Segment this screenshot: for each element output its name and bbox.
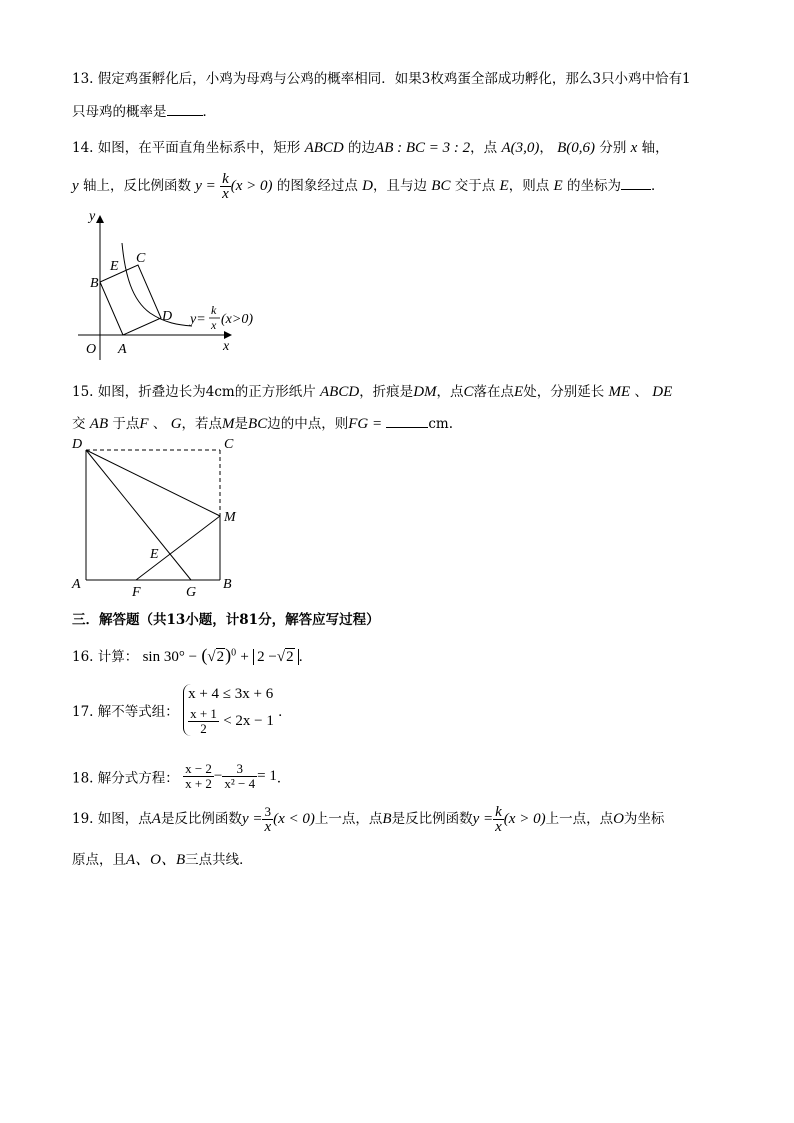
q19-line2 [72,848,253,869]
text: 15. 如图，折叠边长为4cm的正方形纸片 [72,384,316,400]
curve-label-cond: (x>0) [221,312,253,327]
inequality-system [183,684,274,736]
fraction: $\frac{k}{x}$ [222,171,229,202]
paren: ( [201,645,208,665]
fraction: $\frac{k}{x}$ [495,804,502,835]
text: 14. 如图，在平面直角坐标系中，矩形 [72,140,301,156]
q18-line [72,762,290,791]
label-B: B [223,577,232,592]
text: 处，分别延长 [523,384,605,400]
text: 18. 解分式方程： [72,770,179,787]
label-O: O [86,342,97,357]
text: 的坐标为 [566,178,621,194]
q13-text: 只母鸡的概率是 [72,104,167,120]
math: A [151,811,161,827]
math: y = [472,811,494,827]
text: ，则点 [508,178,550,194]
text: 上一点，点 [314,811,383,827]
label-M: M [224,510,236,525]
text: 是反比例函数 [391,811,473,827]
exponent: 0 [231,647,237,659]
line-MF [136,516,220,580]
math: BC [431,178,451,194]
text: 19. 如图，点 [72,811,152,827]
math: + [240,649,249,665]
label-y: y [89,209,96,224]
math: M [222,416,235,432]
q13-end: ． [202,104,216,120]
math: (x > 0) [503,811,546,827]
line-DG [86,450,191,580]
text: ． [276,770,291,787]
text: 轴上，反比例函数 [82,178,191,194]
math: B(0,6) [557,140,596,156]
math: AB [89,416,109,432]
math: y [72,178,79,194]
text: ，点 [436,384,464,400]
label-A: A [118,342,127,357]
q15-figure [62,436,252,601]
text: ． [650,178,665,194]
math: AB : BC = 3 : 2 [375,140,471,156]
math: F [139,416,149,432]
math: (x < 0) [273,811,315,827]
fraction-2: $\frac{3}{\text{x² − 4}}$ [224,761,256,791]
paren: ) [225,645,232,665]
text: cm. [428,416,454,432]
text: 于点 [112,416,140,432]
math: − [213,768,223,784]
section-heading: 三．解答题（共13小题，计81分，解答应写过程） [72,612,380,628]
text: 三点共线． [185,852,253,868]
curve-label-y: y= [190,312,206,327]
math: DE [652,384,673,400]
text: 是 [234,416,249,432]
math: y = [195,178,216,194]
hyperbola-curve [122,243,192,326]
sqrt: √2 [207,649,225,665]
q15-line2 [72,412,453,433]
text: 是反比例函数 [160,811,242,827]
text: 17. 解不等式组： [72,704,179,720]
math: DM [413,384,437,400]
label-x: x [223,339,230,354]
label-G: G [186,585,197,600]
text: 原点，且 [72,852,126,868]
label-E: E [150,547,159,562]
inequality-1: x + 4 ≤ 3x + 6 [188,686,274,702]
text: ． [278,704,292,720]
math: O [613,811,624,827]
text: 上一点，点 [545,811,614,827]
fold-DM [86,450,220,516]
math: E [553,178,563,194]
fraction-1: $\frac{x - 2}{x + 2}$ [185,761,212,791]
q15-line1 [72,380,672,401]
label-D: D [72,437,83,452]
math: D [362,178,373,194]
text: 的图象经过点 [276,178,358,194]
rectangle-abcd [100,265,161,335]
answer-blank [386,413,428,428]
label-C: C [136,251,146,266]
label-F: F [132,585,141,600]
text: 为坐标 [623,811,665,827]
label-E: E [110,259,119,274]
math: ABCD [320,384,360,400]
text: 16. 计算： [72,649,139,665]
math: A、O、B [126,852,186,868]
math: sin 30° − [142,649,198,665]
label-D: D [162,309,173,324]
text: 的边 [348,140,376,156]
math: BC [248,416,268,432]
text: ， [539,140,553,156]
label-C: C [224,437,234,452]
fraction: $\frac{3}{x}$ [264,804,272,835]
curve-label-den: x [211,318,217,332]
math: x [630,140,638,156]
q13-line1: 13. 假定鸡蛋孵化后，小鸡为母鸡与公鸡的概率相同．如果3枚鸡蛋全部成功孵化，那么3只小鸡中恰有1 [72,71,691,87]
math: ME [608,384,631,400]
q19-line1 [72,805,664,834]
answer-blank [167,101,203,116]
math: E [514,384,524,400]
text: 边的中点，则 [267,416,349,432]
inequality-2: $\frac{x + 1}{2}$ < 2x − 1 [190,706,274,736]
math: A(3,0) [501,140,540,156]
q17-line [72,684,292,736]
q14-figure [70,205,270,365]
text: 轴， [641,140,669,156]
q16-line [72,645,312,666]
text: 交于点 [454,178,496,194]
math: C [463,384,474,400]
math: G [170,416,182,432]
label-A: A [72,577,81,592]
text: ，折痕是 [359,384,414,400]
text: ，若点 [181,416,223,432]
text: 交 [72,416,86,432]
q14-line1 [72,136,669,157]
curve-label-num: k [211,303,217,317]
math: FG = [348,416,383,432]
math: y = [241,811,263,827]
math: B [382,811,392,827]
q13-line2 [72,100,216,120]
q14-line2 [72,172,664,201]
answer-blank [621,175,651,190]
text: ，点 [470,140,498,156]
text: 、 [634,384,648,400]
label-B: B [90,276,99,291]
text: 分别 [599,140,627,156]
abs-value: 2 −√2 [253,649,298,665]
math: E [499,178,509,194]
math: (x > 0) [230,178,273,194]
math: = 1 [257,768,277,784]
text: 落在点 [473,384,515,400]
text: ． [298,649,313,665]
text: 、 [152,416,167,432]
math: ABCD [304,140,344,156]
text: ，且与边 [372,178,427,194]
